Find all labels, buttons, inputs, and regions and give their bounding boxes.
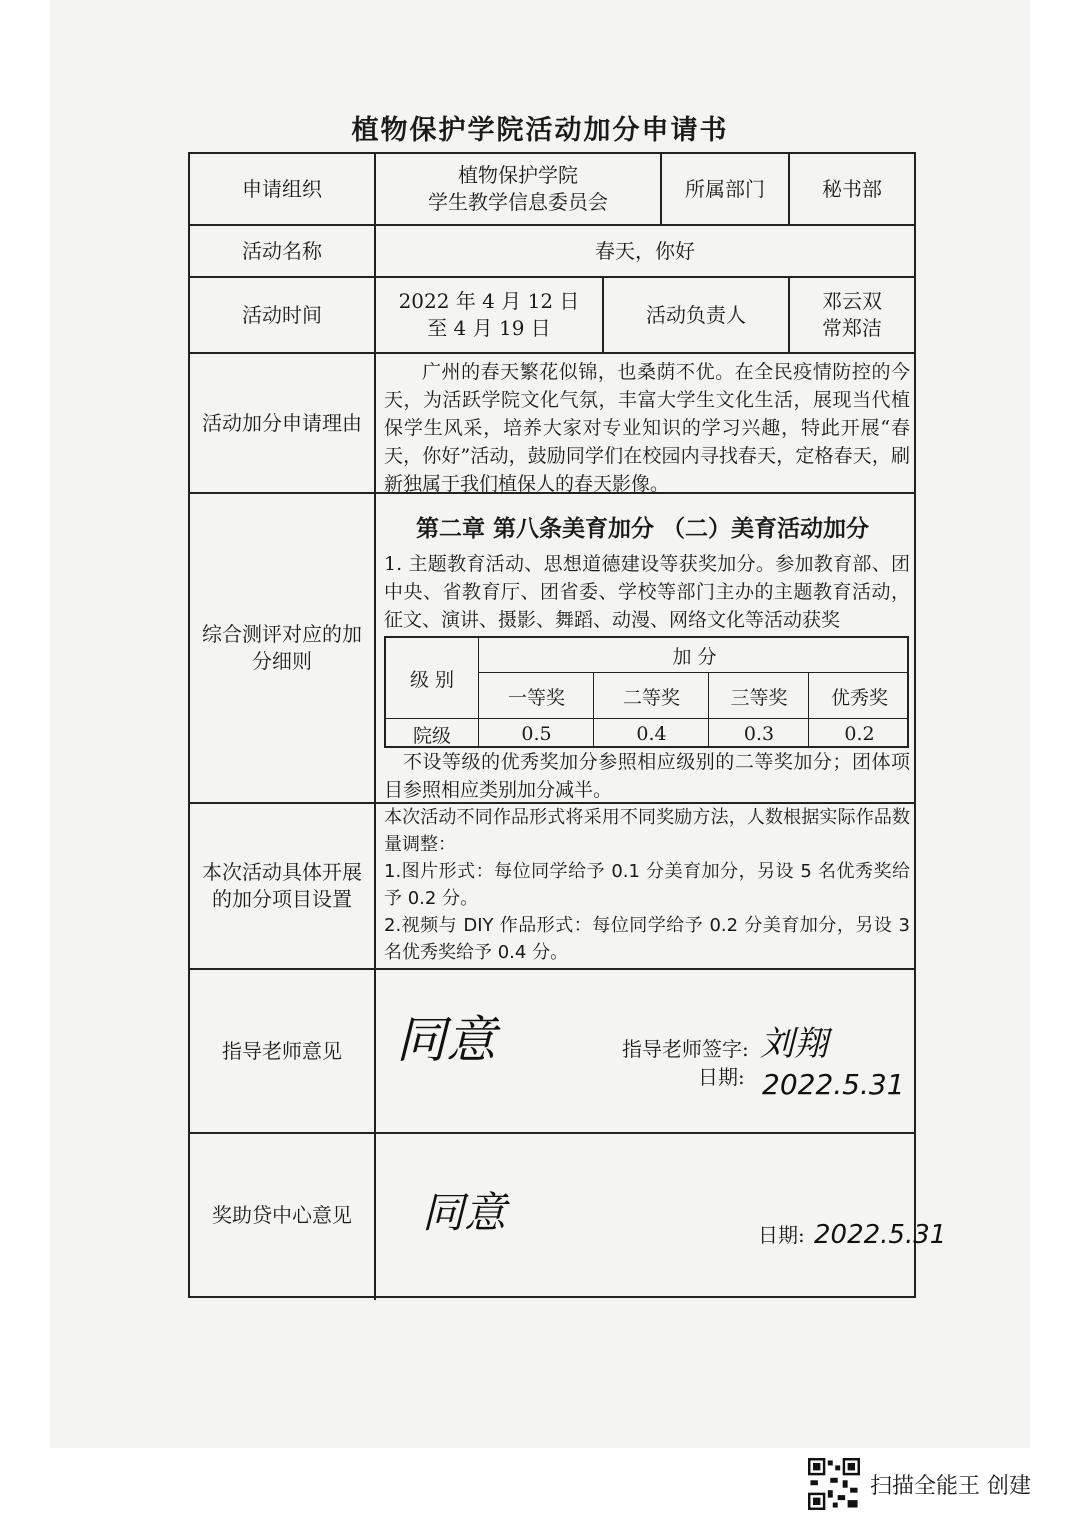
center-opinion-handwritten: 同意 bbox=[422, 1188, 507, 1237]
time-value bbox=[376, 278, 602, 352]
level-header: 级 别 bbox=[409, 668, 455, 691]
teacher-sign-label: 指导老师签字: bbox=[622, 1036, 749, 1061]
setup-item-1: 1.图片形式：每位同学给予 0.1 分美育加分，另设 5 名优秀奖给予 0.2 分。 bbox=[384, 861, 910, 909]
award-col-first: 一等奖 bbox=[507, 686, 565, 709]
time-label: 活动时间 bbox=[242, 302, 322, 327]
center-date: 2022.5.31 bbox=[814, 1220, 947, 1250]
value-second: 0.4 bbox=[636, 723, 667, 745]
teacher-signature: 刘翔 bbox=[760, 1024, 828, 1064]
scanner-watermark bbox=[808, 1458, 1031, 1510]
setup-text bbox=[384, 804, 910, 966]
award-col-third: 三等奖 bbox=[730, 686, 788, 709]
time-line1: 2022 年 4 月 12 日 bbox=[398, 289, 580, 313]
teacher-opinion-handwritten: 同意 bbox=[396, 1011, 496, 1069]
dept-value: 秘书部 bbox=[822, 176, 882, 201]
award-col-second: 二等奖 bbox=[622, 686, 680, 709]
value-excellent: 0.2 bbox=[844, 723, 875, 745]
row-label-college: 院级 bbox=[412, 724, 451, 747]
rules-heading: 第二章 第八条美育加分 （二）美育活动加分 bbox=[416, 515, 870, 542]
time-line2: 至 4 月 19 日 bbox=[427, 316, 551, 340]
setup-intro: 本次活动不同作品形式将采用不同奖励方法，人数根据实际作品数量调整： bbox=[384, 807, 910, 855]
score-header: 加 分 bbox=[672, 645, 717, 668]
center-label: 奖助贷中心意见 bbox=[212, 1202, 352, 1227]
center-date-label: 日期: bbox=[758, 1222, 805, 1247]
award-col-excellent: 优秀奖 bbox=[830, 686, 888, 709]
teacher-label: 指导老师意见 bbox=[222, 1038, 342, 1063]
award-table bbox=[384, 636, 909, 748]
dept-label: 所属部门 bbox=[685, 176, 765, 201]
teacher-date-label: 日期: bbox=[698, 1064, 745, 1089]
rules-label-line1: 综合测评对应的加 bbox=[202, 622, 362, 646]
setup-label-line2: 的加分项目设置 bbox=[212, 887, 352, 911]
value-third: 0.3 bbox=[743, 723, 775, 745]
leader-label: 活动负责人 bbox=[646, 302, 746, 327]
rules-label bbox=[190, 494, 374, 802]
setup-label bbox=[190, 804, 374, 968]
leader-line2: 常郑洁 bbox=[822, 316, 882, 340]
leader-value bbox=[790, 278, 914, 352]
org-value bbox=[376, 154, 660, 224]
org-line2: 学生教学信息委员会 bbox=[428, 190, 608, 214]
application-form bbox=[188, 152, 947, 1298]
reason-text: 广州的春天繁花似锦，也桑荫不优。在全民疫情防控的今天，为活跃学院文化气氛，丰富大学生文化生活，展现当代植保学生风采，培养大家对专业知识的学习兴趣，特此开展“春天，你好”活动，鼓励同学们在校园内寻找春天，定格春天，刷新独属于我们植保人的春天影像。 bbox=[384, 361, 910, 495]
org-label: 申请组织 bbox=[242, 176, 322, 201]
activity-name-label: 活动名称 bbox=[242, 238, 322, 263]
setup-item-2: 2.视频与 DIY 作品形式：每位同学给予 0.2 分美育加分，另设 3 名优秀奖给予 0.4 分。 bbox=[384, 915, 910, 963]
rules-text: 1. 主题教育活动、思想道德建设等获奖加分。参加教育部、团中央、省教育厅、团省委、学校等部门主办的主题教育活动，征文、演讲、摄影、舞蹈、动漫、网络文化等活动获奖 bbox=[384, 553, 910, 631]
document-title: 植物保护学院活动加分申请书 bbox=[351, 115, 729, 146]
qr-code-icon bbox=[808, 1458, 860, 1510]
org-line1: 植物保护学院 bbox=[458, 163, 578, 187]
leader-line1: 邓云双 bbox=[822, 289, 882, 313]
activity-name-value: 春天，你好 bbox=[595, 238, 695, 263]
rules-note: 不设等级的优秀奖加分参照相应级别的二等奖加分；团体项目参照相应类别加分减半。 bbox=[384, 751, 910, 801]
setup-label-line1: 本次活动具体开展 bbox=[202, 860, 362, 884]
reason-label: 活动加分申请理由 bbox=[202, 410, 362, 435]
rules-label-line2: 分细则 bbox=[252, 649, 312, 673]
watermark-text: 扫描全能王 创建 bbox=[870, 1473, 1031, 1499]
teacher-date: 2022.5.31 bbox=[762, 1068, 905, 1101]
value-first: 0.5 bbox=[521, 723, 552, 745]
